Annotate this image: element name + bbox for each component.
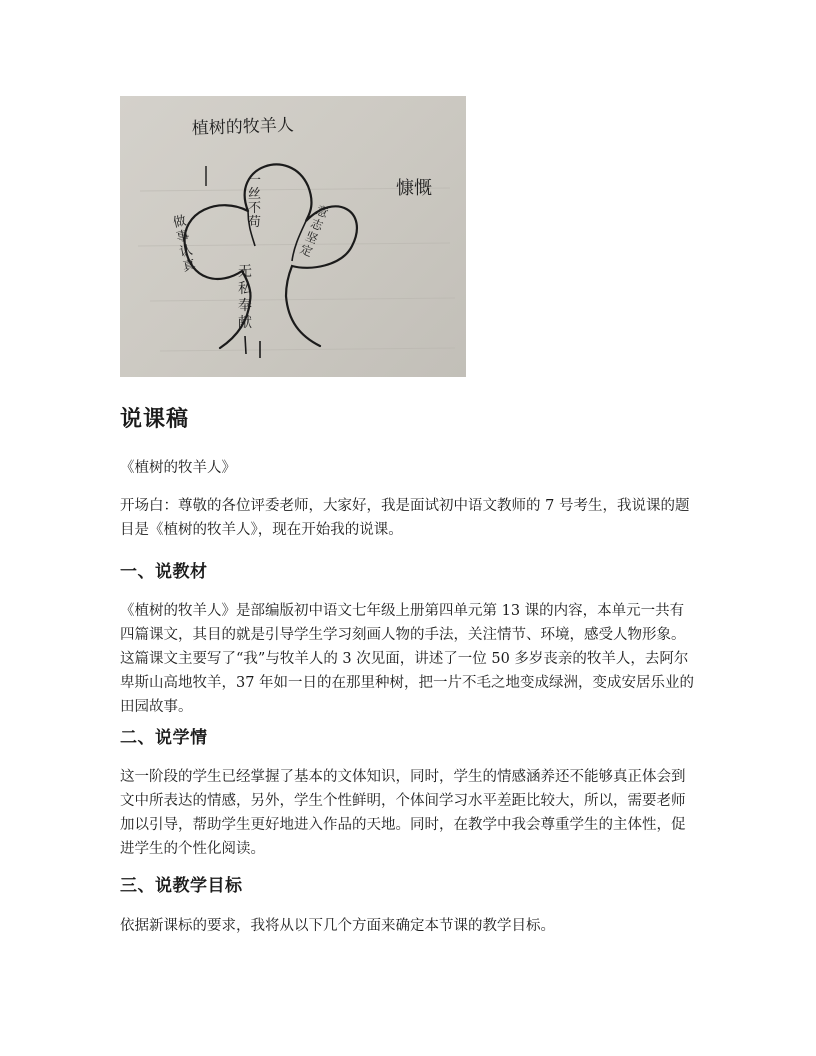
section-3-heading: 三、说教学目标 [120,876,243,896]
photo-side-note: 慷慨 [396,178,432,199]
section-2-body: 这一阶段的学生已经掌握了基本的文体知识，同时，学生的情感涵养还不能够真正体会到文中所表达的情感，另外，学生个性鲜明，个体间学习水平差距比较大，所以，需要老师加以引导，帮助学生更好地进入作品的天地。同时，在教学中我会尊重学生的主体性，促进学生的个性化阅读。 [120,769,686,857]
trunk-label: 无私奉献 [238,264,252,331]
section-1-heading: 一、说教材 [120,562,208,582]
section-3-body: 依据新课标的要求，我将从以下几个方面来确定本节课的教学目标。 [120,918,555,934]
book-title: 《植树的牧羊人》 [120,460,236,476]
photo-caption: 植树的牧羊人 [191,115,295,139]
document-title: 说课稿 [120,407,190,432]
opening-paragraph: 开场白：尊敬的各位评委老师，大家好，我是面试初中语文教师的 7 号考生，我说课的题目是《植树的牧羊人》，现在开始我的说课。 [120,498,690,538]
top-lobe-label: 一丝不苟 [248,173,262,230]
right-lobe-label: 意志坚定 [298,203,331,260]
left-lobe-label: 做事认真 [171,213,198,276]
section-1-body: 《植树的牧羊人》是部编版初中语文七年级上册第四单元第 13 课的内容，本单元一共有四篇课文，其目的就是引导学生学习刻画人物的手法，关注情节、环境，感受人物形象。这篇课文主要写了“我”与牧羊人的 3 次见面，讲述了一位 50 多岁丧亲的牧羊人，去阿尔卑斯山高地牧羊，37 年如一日的在那里种树，把一片不毛之地变成绿洲，变成安居乐业的田园故事。 [120,603,695,715]
handwritten-tree-photo [120,96,466,377]
section-2-heading: 二、说学情 [120,728,208,748]
